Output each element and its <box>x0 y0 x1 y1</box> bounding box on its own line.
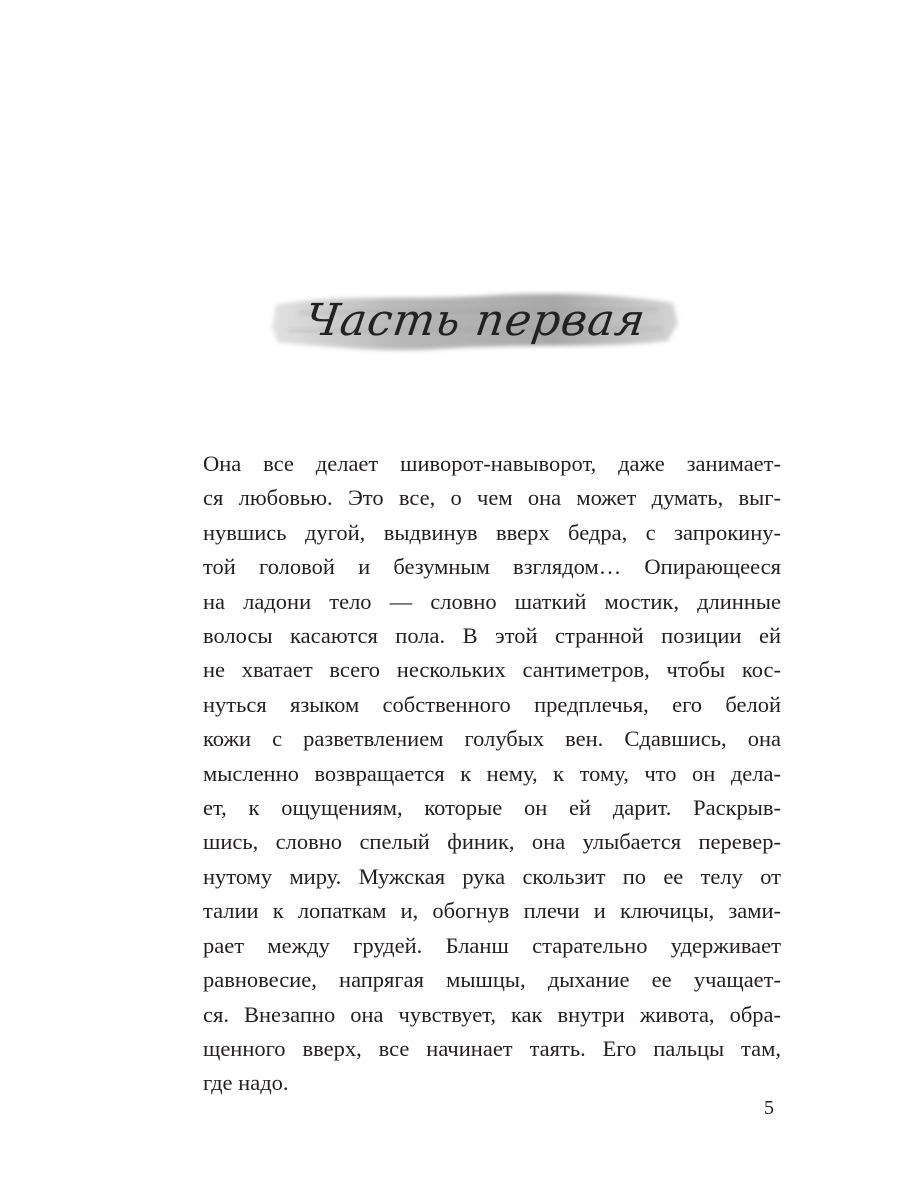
text-line: Она все делает шиворот-навыворот, даже занимает- <box>203 451 781 476</box>
text-line: рает между грудей. Бланш старательно удерживает <box>203 932 781 958</box>
page-number: 5 <box>764 1097 774 1119</box>
text-line: мысленно возвращается к нему, к тому, что он дела- <box>203 760 781 786</box>
text-line: нуться языком собственного предплечья, его белой <box>203 691 781 717</box>
text-line: той головой и безумным взглядом… Опирающееся <box>203 554 781 580</box>
text-line: ся. Внезапно она чувствует, как внутри живота, обра- <box>203 1001 781 1027</box>
text-line: ет, к ощущениям, которые он ей дарит. Раскрыв- <box>203 795 781 821</box>
body-paragraph <box>203 447 781 1101</box>
text-line: где надо. <box>203 1070 289 1096</box>
text-line: на ладони тело — словно шаткий мостик, длинные <box>203 588 781 614</box>
text-line: не хватает всего нескольких сантиметров, чтобы кос- <box>203 657 781 683</box>
text-line: волосы касаются пола. В этой странной позиции ей <box>203 623 781 649</box>
text-line: нутому миру. Мужская рука скользит по ее телу от <box>203 863 781 889</box>
text-line: шись, словно спелый финик, она улыбается перевер- <box>203 829 781 855</box>
chapter-title: Часть первая <box>301 294 650 346</box>
text-line: талии к лопаткам и, обогнув плечи и ключицы, зами- <box>203 898 781 924</box>
text-line: щенного вверх, все начинает таять. Его пальцы там, <box>203 1035 781 1061</box>
text-line: равновесие, напрягая мышцы, дыхание ее учащает- <box>203 967 781 993</box>
text-line: ся любовью. Это все, о чем она может думать, выг- <box>203 485 781 511</box>
text-line: кожи с разветвлением голубых вен. Сдавшись, она <box>203 726 781 752</box>
text-line: нувшись дугой, выдвинув вверх бедра, с запрокину- <box>203 519 781 545</box>
